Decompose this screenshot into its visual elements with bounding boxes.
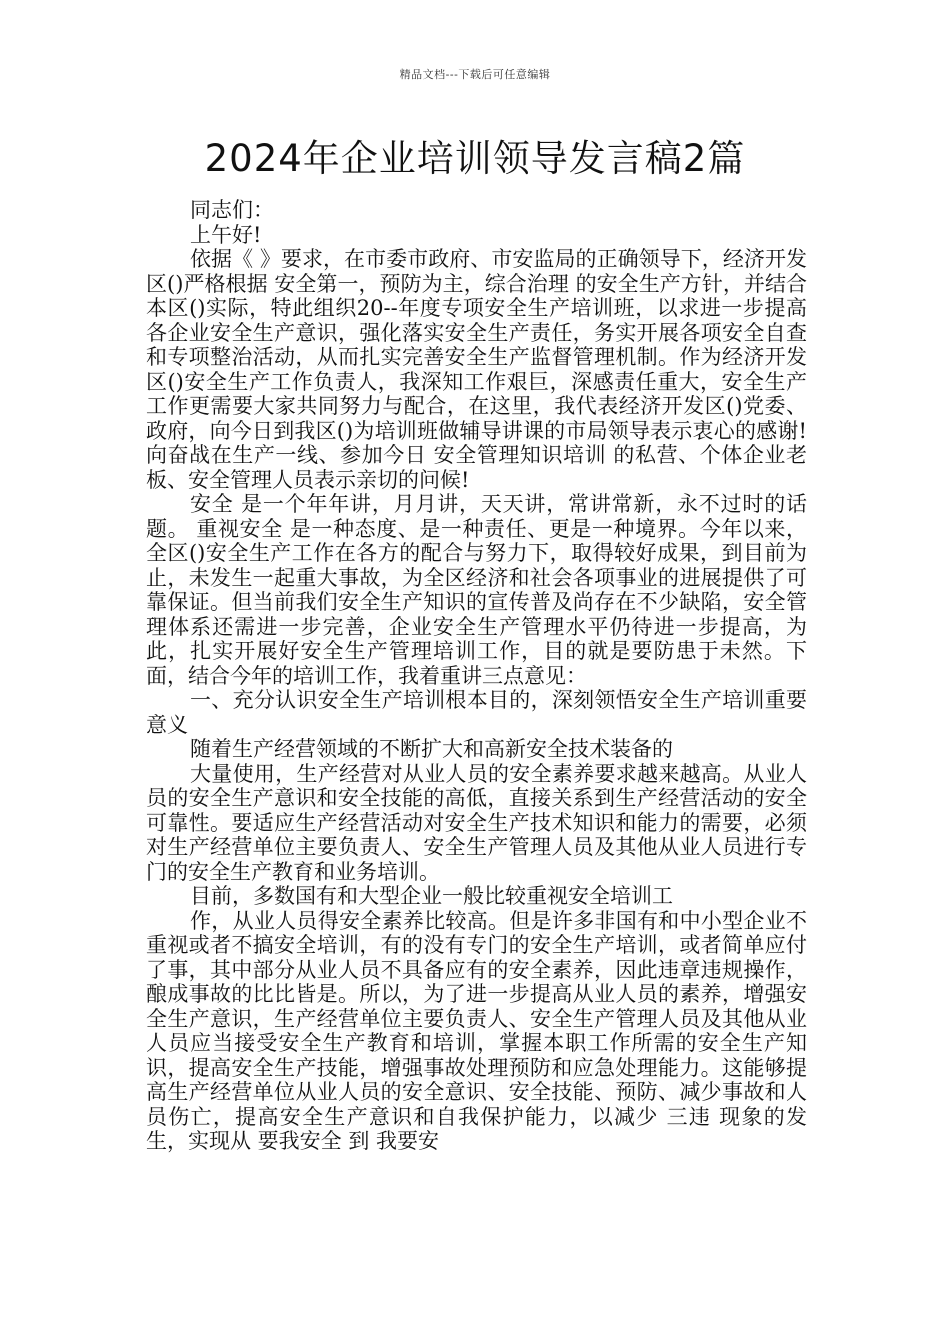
section-heading: 一、充分认识安全生产培训根本目的，深刻领悟安全生产培训重要意义: [146, 688, 807, 737]
paragraph: 大量使用，生产经营对从业人员的安全素养要求越来越高。从业人员的安全生产意识和安全技能的高低，直接关系到生产经营活动的安全可靠性。要适应生产经营活动对安全生产技术知识和能力的需要，必须对生产经营单位主要负责人、安全生产管理人员及其他从业人员进行专门的安全生产教育和业务培训。: [146, 761, 807, 884]
paragraph: 作，从业人员得安全素养比较高。但是许多非国有和中小型企业不重视或者不搞安全培训，有的没有专门的安全生产培训，或者简单应付了事，其中部分从业人员不具备应有的安全素养，因此违章违规操作，酿成事故的比比皆是。所以，为了进一步提高从业人员的素养，增强安全生产意识，生产经营单位主要负责人、安全生产管理人员及其他从业人员应当接受安全生产教育和培训，掌握本职工作所需的安全生产知识，提高安全生产技能，增强事故处理预防和应急处理能力。这能够提高生产经营单位从业人员的安全意识、安全技能、预防、减少事故和人员伤亡，提高安全生产意识和自我保护能力，以减少 三违 现象的发生，实现从 要我安全 到 我要安: [146, 908, 807, 1153]
paragraph: 随着生产经营领域的不断扩大和高新安全技术装备的: [190, 737, 673, 761]
paragraph: 依据《 》要求，在市委市政府、市安监局的正确领导下，经济开发区()严格根据 安全第一，预防为主，综合治理 的安全生产方针，并结合本区()实际，特此组织20--年度专项安全生产培训班，以求进一步提高各企业安全生产意识，强化落实安全生产责任，务实开展各项安全自查和专项整治活动，从而扎实完善安全生产监督管理机制。作为经济开发区()安全生产工作负责人，我深知工作艰巨，深感责任重大，安全生产工作更需要大家共同努力与配合，在这里，我代表经济开发区()党委、政府，向今日到我区()为培训班做辅导讲课的市局领导表示衷心的感谢!向奋战在生产一线、参加今日 安全管理知识培训 的私营、个体企业老板、安全管理人员表示亲切的问候!: [146, 247, 807, 492]
paragraph: 安全 是一个年年讲，月月讲，天天讲，常讲常新，永不过时的话题。 重视安全 是一种态度、是一种责任、更是一种境界。今年以来，全区()安全生产工作在各方的配合与努力下，取得较好成果，到目前为止，未发生一起重大事故，为全区经济和社会各项事业的进展提供了可靠保证。但当前我们安全生产知识的宣传普及尚存在不少缺陷，安全管理体系还需进一步完善，企业安全生产管理水平仍待进一步提高，为此，扎实开展好安全生产管理培训工作，目的就是要防患于未然。下面，结合今年的培训工作，我着重讲三点意见：: [146, 492, 807, 688]
paragraph-salutation: 上午好!: [190, 222, 262, 247]
paragraph: 目前，多数国有和大型企业一般比较重视安全培训工: [190, 884, 673, 908]
paragraph-greeting: 同志们：: [190, 198, 274, 222]
header-note: 精品文档---下载后可任意编辑: [399, 68, 551, 81]
document-body: [146, 198, 807, 1154]
document-title: 2024年企业培训领导发言稿2篇: [204, 137, 746, 180]
